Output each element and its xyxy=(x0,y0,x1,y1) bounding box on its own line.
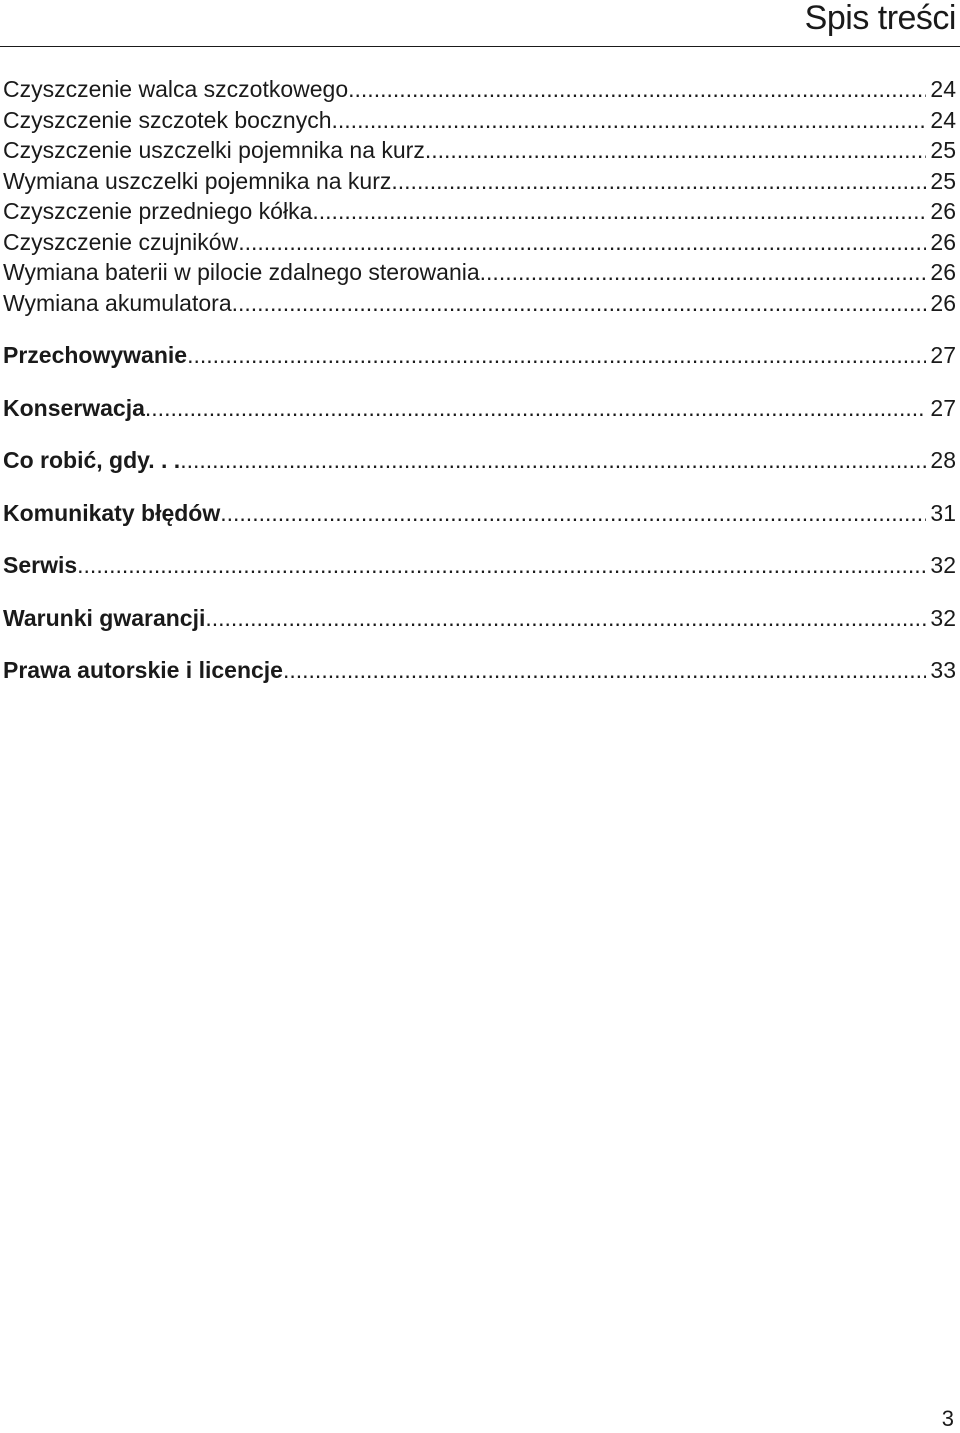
toc-section-entry[interactable] xyxy=(3,340,956,371)
toc-entry-label: Czyszczenie uszczelki pojemnika na kurz xyxy=(3,137,425,163)
table-of-contents xyxy=(3,74,956,686)
toc-section-label: Komunikaty błędów xyxy=(3,499,221,526)
toc-section-page: 32 xyxy=(930,604,956,631)
toc-entry[interactable] xyxy=(3,135,956,166)
toc-leader-dots xyxy=(312,196,926,227)
toc-entry-page: 26 xyxy=(930,289,956,316)
toc-section-page: 32 xyxy=(930,552,956,578)
toc-leader-dots xyxy=(283,655,926,686)
toc-section-entry[interactable] xyxy=(3,445,956,476)
toc-leader-dots xyxy=(220,498,926,529)
toc-leader-dots xyxy=(145,393,927,424)
toc-leader-dots xyxy=(332,105,927,136)
toc-leader-dots xyxy=(480,257,927,288)
toc-section-entry[interactable] xyxy=(3,550,956,581)
toc-entry-label: Wymiana baterii w pilocie zdalnego sterowania xyxy=(3,259,480,285)
toc-section-page: 27 xyxy=(930,394,956,421)
toc-section-entry[interactable] xyxy=(3,603,956,634)
page-header xyxy=(0,0,960,47)
toc-section-label: Co robić, gdy. . . xyxy=(3,447,181,473)
toc-leader-dots xyxy=(180,445,926,476)
toc-leader-dots xyxy=(77,550,926,581)
toc-entry-label: Wymiana uszczelki pojemnika na kurz xyxy=(3,167,392,194)
toc-entry-page: 24 xyxy=(930,76,956,102)
toc-entry[interactable] xyxy=(3,105,956,136)
toc-section-page: 31 xyxy=(930,499,956,526)
toc-entry-page: 26 xyxy=(930,259,956,285)
toc-entry-page: 26 xyxy=(930,198,956,224)
toc-entry-label: Czyszczenie czujników xyxy=(3,228,239,255)
toc-entry-label: Czyszczenie walca szczotkowego xyxy=(3,76,349,102)
toc-leader-dots xyxy=(391,166,926,197)
toc-section-page: 27 xyxy=(930,342,956,368)
toc-entry-label: Czyszczenie szczotek bocznych xyxy=(3,106,332,133)
toc-section-label: Prawa autorskie i licencje xyxy=(3,657,283,683)
toc-entry-page: 25 xyxy=(930,137,956,163)
toc-entry[interactable] xyxy=(3,288,956,319)
toc-leader-dots xyxy=(348,74,926,105)
toc-section-label: Serwis xyxy=(3,552,78,578)
toc-leader-dots xyxy=(205,603,926,634)
toc-leader-dots xyxy=(232,288,927,319)
toc-section-page: 28 xyxy=(930,447,956,473)
toc-entry-page: 24 xyxy=(930,106,956,133)
toc-entry[interactable] xyxy=(3,166,956,197)
toc-entry[interactable] xyxy=(3,257,956,288)
toc-section-label: Konserwacja xyxy=(3,394,145,421)
toc-entry-label: Czyszczenie przedniego kółka xyxy=(3,198,313,224)
toc-leader-dots xyxy=(187,340,926,371)
toc-entry[interactable] xyxy=(3,74,956,105)
toc-section-entry[interactable] xyxy=(3,655,956,686)
toc-section-entry[interactable] xyxy=(3,498,956,529)
toc-section-entry[interactable] xyxy=(3,393,956,424)
toc-section-label: Przechowywanie xyxy=(3,342,188,368)
toc-section-page: 33 xyxy=(930,657,956,683)
toc-entry-page: 26 xyxy=(930,228,956,255)
toc-entry-page: 25 xyxy=(930,167,956,194)
page-title: Spis treści xyxy=(804,0,956,37)
toc-entry[interactable] xyxy=(3,196,956,227)
toc-leader-dots xyxy=(425,135,927,166)
toc-entry[interactable] xyxy=(3,227,956,258)
toc-leader-dots xyxy=(238,227,926,258)
toc-section-label: Warunki gwarancji xyxy=(3,604,206,631)
toc-entry-label: Wymiana akumulatora xyxy=(3,289,232,316)
page-number: 3 xyxy=(941,1406,954,1431)
